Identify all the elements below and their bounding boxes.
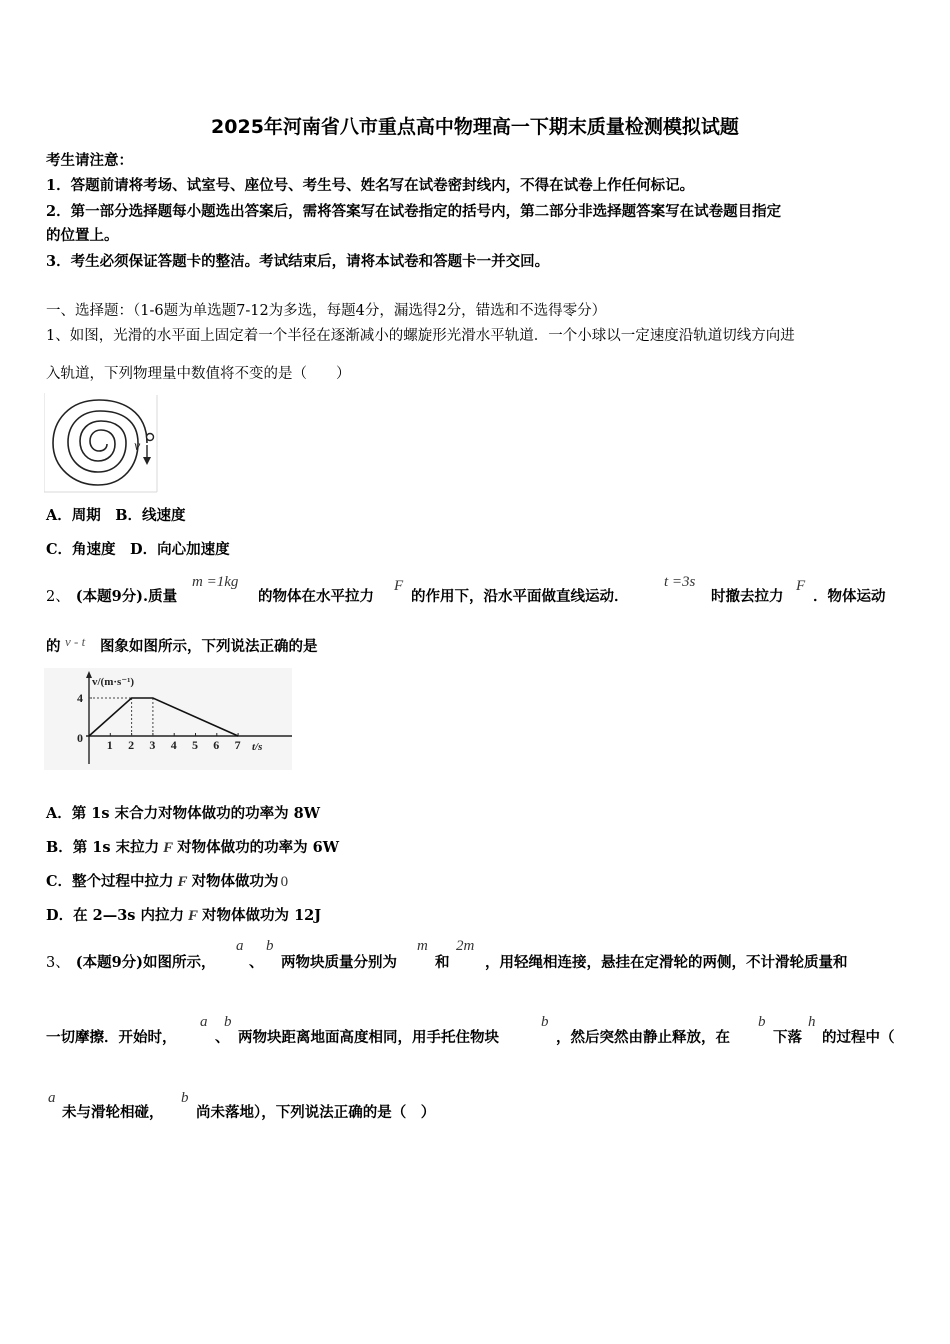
vt-chart bbox=[44, 668, 292, 770]
q3-h-symbol: h bbox=[808, 1014, 816, 1030]
notice-item-1: 1．答题前请将考场、试室号、座位号、考生号、姓名写在试卷密封线内，不得在试卷上作任何标记。 bbox=[46, 177, 695, 194]
x-tick-label: 1 bbox=[106, 738, 113, 752]
x-tick-label: 4 bbox=[170, 738, 177, 752]
q3-line-3b: 尚未落地），下列说法正确的是（ ） bbox=[196, 1104, 436, 1121]
x-tick-label: 2 bbox=[128, 738, 135, 752]
q3-b-symbol-2: b bbox=[224, 1014, 232, 1030]
q2-option-a: A．第 1s 末合力对物体做功的功率为 8W bbox=[46, 805, 321, 822]
notice-heading: 考生请注意： bbox=[46, 152, 133, 169]
q3-a-symbol-3: a bbox=[48, 1090, 56, 1106]
q2-time-expr: t =3s bbox=[664, 574, 696, 590]
q2-text-3: 的作用下，沿水平面做直线运动． bbox=[411, 588, 629, 605]
q2-force-symbol: F bbox=[394, 578, 404, 594]
q3-line-3a: 未与滑轮相碰， bbox=[62, 1104, 164, 1121]
spiral-track-figure bbox=[44, 393, 160, 493]
spiral-track bbox=[53, 400, 147, 485]
section-heading: 一、选择题：（1-6题为单选题7-12为多选，每题4分，漏选得2分，错选和不选得零分） bbox=[46, 303, 607, 319]
q2-line-2a: 的 bbox=[46, 638, 61, 655]
x-tick-label: 7 bbox=[234, 738, 241, 752]
q2-force-symbol-2: F bbox=[796, 578, 806, 594]
velocity-label: v bbox=[134, 439, 141, 454]
q2-line-2b: 图象如图所示，下列说法正确的是 bbox=[100, 638, 318, 655]
velocity-arrow-head bbox=[143, 457, 151, 465]
y-tick-label: 4 bbox=[77, 691, 83, 705]
q3-a-symbol-2: a bbox=[200, 1014, 208, 1030]
q3-he: 和 bbox=[435, 954, 450, 971]
q3-b-symbol-4: b bbox=[758, 1014, 766, 1030]
notice-item-3: 3．考生必须保证答题卡的整洁。考试结束后，请将本试卷和答题卡一并交回。 bbox=[46, 253, 550, 270]
q3-line-2e: 的过程中（ bbox=[822, 1029, 895, 1046]
q3-b-symbol-5: b bbox=[181, 1090, 189, 1106]
q3-b-symbol-3: b bbox=[541, 1014, 549, 1030]
q1-line-2: 入轨道，下列物理量中数值将不变的是（ ） bbox=[46, 366, 351, 382]
q2-option-c: C．整个过程中拉力 F 对物体做功为 0 bbox=[46, 873, 289, 890]
q3-text-2: 两物块质量分别为 bbox=[281, 954, 397, 971]
x-axis-label: t/s bbox=[252, 741, 263, 753]
q1-line-1: 1、如图，光滑的水平面上固定着一个半径在逐渐减小的螺旋形光滑水平轨道．一个小球以一定速度沿轨道切线方向进 bbox=[46, 328, 795, 344]
q2-text-2: 的物体在水平拉力 bbox=[258, 588, 374, 605]
q1-option-cd: C．角速度 D．向心加速度 bbox=[46, 541, 230, 558]
origin-label: 0 bbox=[77, 731, 83, 745]
x-tick-label: 3 bbox=[149, 738, 156, 752]
notice-item-2: 2．第一部分选择题每小题选出答案后，需将答案写在试卷指定的括号内，第二部分非选择题答案写在试卷题目指定 bbox=[46, 203, 782, 220]
q3-2m-symbol: 2m bbox=[456, 938, 475, 954]
q2-option-d: D．在 2—3s 内拉力 F 对物体做功为 12J bbox=[46, 907, 322, 924]
q2-vt-symbol: v - t bbox=[65, 634, 86, 649]
q3-a-symbol: a bbox=[236, 938, 244, 954]
notice-item-2-cont: 的位置上。 bbox=[46, 227, 119, 244]
q3-line-2d: 下落 bbox=[773, 1029, 802, 1046]
ball bbox=[147, 434, 154, 441]
q3-sep-2: 、 bbox=[215, 1029, 230, 1046]
q3-m-symbol: m bbox=[417, 938, 428, 954]
x-tick-label: 6 bbox=[213, 738, 220, 752]
q2-text-4: 时撤去拉力 bbox=[711, 588, 784, 605]
q3-sep: 、 bbox=[249, 954, 264, 971]
q3-b-symbol: b bbox=[266, 938, 274, 954]
q3-line-2c: ，然后突然由静止释放，在 bbox=[556, 1029, 730, 1046]
page-title: 2025年河南省八市重点高中物理高一下期末质量检测模拟试题 bbox=[211, 116, 739, 138]
q3-line-1a: 3、 (本题9分)如图所示， bbox=[46, 954, 216, 971]
q1-option-ab: A．周期 B．线速度 bbox=[46, 507, 186, 524]
q3-line-2b: 两物块距离地面高度相同，用手托住物块 bbox=[238, 1029, 499, 1046]
x-tick-label: 5 bbox=[192, 738, 198, 752]
q2-line-1: 2、 (本题9分).质量 bbox=[46, 588, 178, 605]
y-axis-label: v/(m·s⁻¹) bbox=[92, 676, 135, 688]
q3-text-3: ，用轻绳相连接，悬挂在定滑轮的两侧，不计滑轮质量和 bbox=[485, 954, 848, 971]
q2-option-b: B．第 1s 末拉力 F 对物体做功的功率为 6W bbox=[46, 839, 340, 856]
q3-line-2a: 一切摩擦．开始时， bbox=[46, 1029, 177, 1046]
q2-mass-expr: m =1kg bbox=[192, 574, 239, 590]
q2-text-5: ．物体运动 bbox=[813, 588, 886, 605]
